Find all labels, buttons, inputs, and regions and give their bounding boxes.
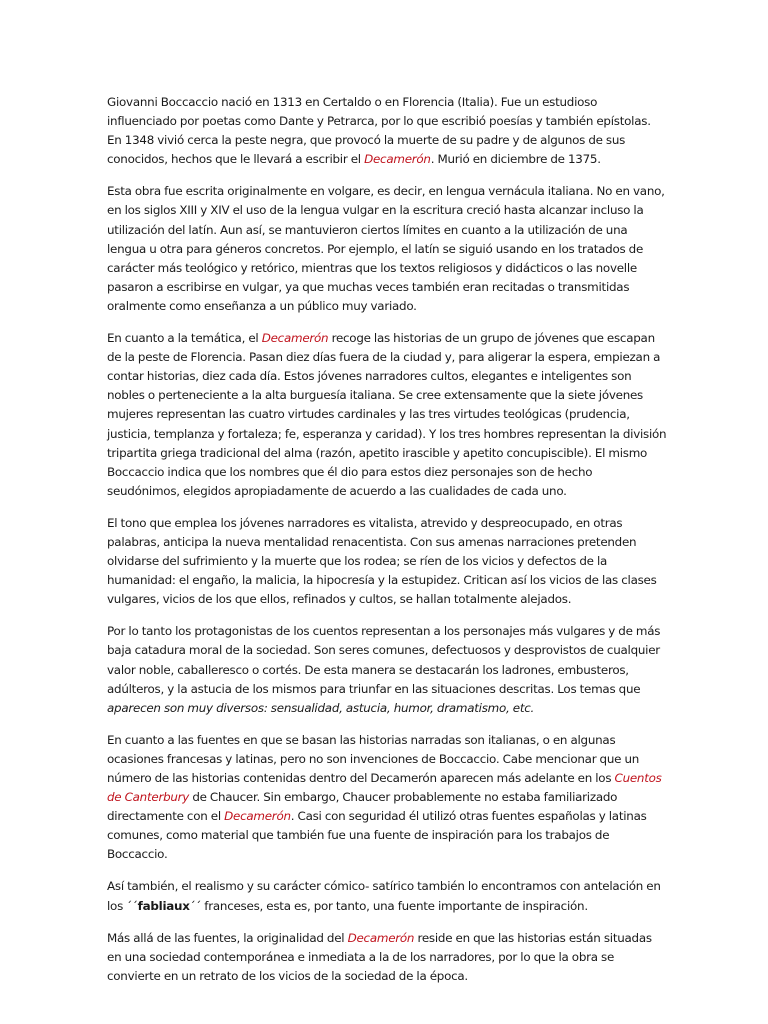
paragraph-7-text-b: ´´ franceses, esta es, por tanto, una fuente importante de inspiración.: [189, 898, 588, 913]
paragraph-7: [107, 877, 667, 915]
paragraph-8: [107, 929, 667, 986]
decameron-title: Decamerón: [364, 152, 431, 167]
paragraph-6-text-b: de Chaucer. Sin embargo, Chaucer probablemente no estaba familiarizado directamente con el: [107, 790, 618, 824]
fabliaux-term: fabliaux: [137, 898, 190, 913]
decameron-title: Decamerón: [347, 930, 415, 945]
paragraph-2-text: Esta obra fue escrita originalmente en volgare, es decir, en lengua vernácula italiana. No en vano, en los siglos XIII y XIV el uso de la lengua vulgar en la escritura creció hasta alcanzar incluso la utilización del latín. Aun así, se mantuvieron ciertos límites en cuanto a la utilización de una lengua u otra para géneros concretos. Por ejemplo, el latín se siguió usando en los tratados de carácter más teológico y retórico, mientras que los textos religiosos y didácticos o las novelle pasaron a escribirse en vulgar, ya que muchas veces también eran recitadas o transmitidas oralmente como enseñanza a un público muy variado.: [107, 184, 665, 313]
paragraph-3-text-a: En cuanto a la temática, el: [107, 331, 262, 346]
paragraph-6-text-a: En cuanto a las fuentes en que se basan las historias narradas son italianas, o en algunas ocasiones francesas y latinas, pero no son invenciones de Boccaccio. Cabe mencionar que un número de las historias contenidas dentro del Decamerón aparecen más adelante en los: [107, 732, 640, 785]
paragraph-1-text-b: . Murió en diciembre de 1375.: [430, 152, 601, 167]
decameron-title: Decamerón: [261, 331, 329, 346]
paragraph-3: [107, 329, 667, 501]
paragraph-4: [107, 514, 667, 609]
paragraph-8-text-b: reside en que las historias están situadas en una sociedad contemporánea e inmediata a la de los narradores, por lo que la obra se convierte en un retrato de los vicios de la sociedad de la época.: [107, 930, 652, 983]
document-body: [107, 93, 667, 999]
paragraph-5-text-a: Por lo tanto los protagonistas de los cuentos representan a los personajes más vulgares y de más baja catadura moral de la sociedad. Son seres comunes, defectuosos y desprovistos de cualquier valor noble, caballeresco o cortés. De esta manera se destacarán los ladrones, embusteros, adúlteros, y la astucia de los mismos para triunfar en las situaciones descritas. Los temas que: [107, 624, 661, 696]
paragraph-6: [107, 731, 667, 865]
paragraph-1: [107, 93, 667, 169]
paragraph-3-text-b: recoge las historias de un grupo de jóvenes que escapan de la peste de Florencia. Pasan diez días fuera de la ciudad y, para aligerar la espera, empiezan a contar historias, diez cada día. Estos jóvenes narradores cultos, elegantes e inteligentes son nobles o perteneciente a la alta burguesía italiana. Se cree extensamente que la siete jóvenes mujeres representan las cuatro virtudes cardinales y las tres virtudes teológicas (prudencia, justicia, templanza y fortaleza; fe, esperanza y caridad). Y los tres hombres representan la división tripartita griega tradicional del alma (razón, apetito irascible y apetito concupiscible). El mismo Boccaccio indica que los nombres que él dio para estos diez personajes son de hecho seudónimos, elegidos apropiadamente de acuerdo a las cualidades de cada uno.: [107, 331, 667, 498]
paragraph-4-text: El tono que emplea los jóvenes narradores es vitalista, atrevido y despreocupado, en otras palabras, anticipa la nueva mentalidad renacentista. Con sus amenas narraciones pretenden olvidarse del sufrimiento y la muerte que los rodea; se ríen de los vicios y defectos de la humanidad: el engaño, la malicia, la hipocresía y la estupidez. Critican así los vicios de las clases vulgares, vicios de los que ellos, refinados y cultos, se hallan totalmente alejados.: [107, 515, 657, 607]
paragraph-2: [107, 182, 667, 316]
paragraph-8-text-a: Más allá de las fuentes, la originalidad del: [107, 930, 348, 945]
paragraph-6-text-c: . Casi con seguridad él utilizó otras fuentes españolas y latinas comunes, como material que también fue una fuente de inspiración para los trabajos de Boccaccio.: [107, 809, 647, 862]
paragraph-5: [107, 622, 667, 717]
paragraph-1-text-a: Giovanni Boccaccio nació en 1313 en Certaldo o en Florencia (Italia). Fue un estudioso influenciado por poetas como Dante y Petrarca, por lo que escribió poesías y también epístolas. En 1348 vivió cerca la peste negra, que provocó la muerte de su padre y de algunos de sus conocidos, hechos que le llevará a escribir el: [107, 95, 651, 167]
paragraph-7-text-a: Así también, el realismo y su carácter cómico- satírico también lo encontramos con antelación en los ´´: [107, 879, 661, 913]
decameron-title: Decamerón: [224, 809, 291, 824]
canterbury-tales-title: Cuentos de Canterbury: [107, 771, 662, 805]
paragraph-5-italic-text: aparecen son muy diversos: sensualidad, astucia, humor, dramatismo, etc.: [107, 700, 535, 715]
